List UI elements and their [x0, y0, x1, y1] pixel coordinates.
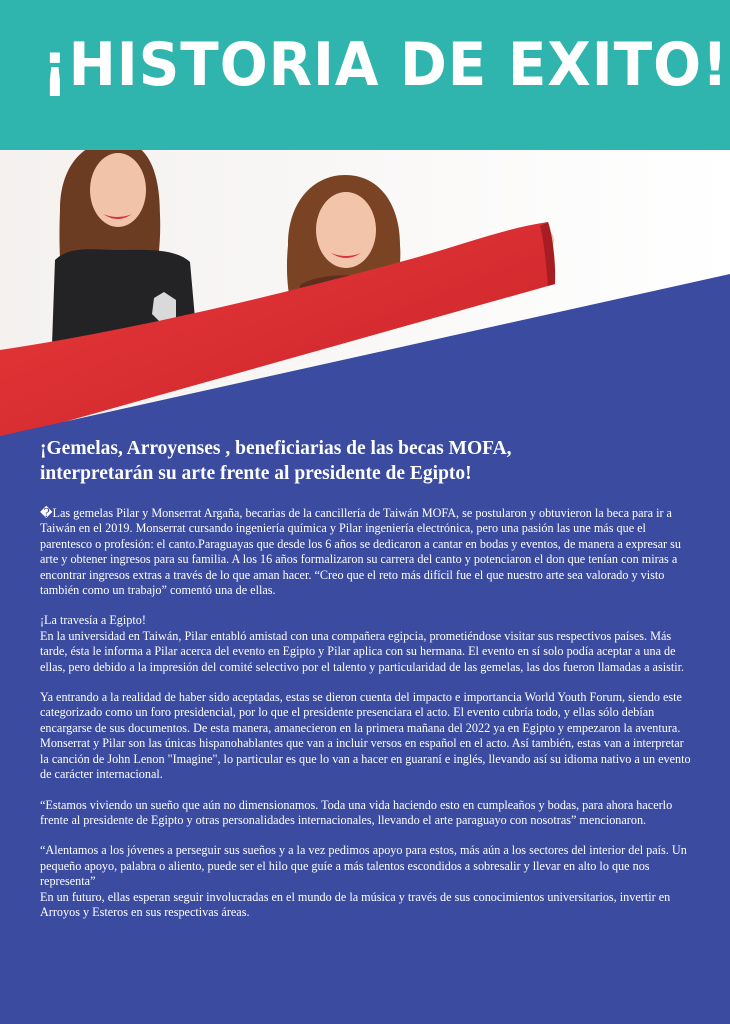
page-title: ¡HISTORIA DE EXITO! [42, 30, 729, 100]
section-title-travesia: ¡La travesía a Egipto! [40, 613, 146, 628]
paragraph-closing [40, 843, 695, 920]
paragraph-travesia [40, 613, 695, 675]
paragraph-quote-2: “Alentamos a los jóvenes a perseguir sus sueños y a la vez pedimos apoyo para estos, más aún a los sectores del interior del país. Un pequeño apoyo, palabra o aliento, puede ser el hilo que guíe a más talentos escondidos a sobresalir y llevar en alto lo que nos representa” [40, 843, 687, 889]
paragraph-quote-1: “Estamos viviendo un sueño que aún no dimensionamos. Toda una vida haciendo esto en cumpleaños y bodas, para ahora hacerlo frente al presidente de Egipto y otras personalidades internacionales, llevando el arte paraguayo con nosotras” mencionaron. [40, 797, 673, 827]
paragraph-forum: Ya entrando a la realidad de haber sido aceptadas, estas se dieron cuenta del impacto e importancia World Youth Forum, siendo este categorizado como un foro presidencial, por lo que el presidente presenciara el acto. El evento cubría todo, y ellas sólo debían encargarse de sus documentos. De esta manera, amanecieron en la primera mañana del 2022 ya en Egipto y empezaron la aventura. Monserrat y Pilar son las únicas hispanohablantes que van a incluir versos en español en el acto. Así también, estas van a interpretar la canción de John Lenon "Imagine", lo particular es que lo van a hacer en guaraní e inglés, llevando así su idioma nativo a un evento de carácter internacional. [40, 690, 691, 782]
article-headline [40, 436, 695, 486]
paragraph-intro: �Las gemelas Pilar y Monserrat Argaña, becarias de la cancillería de Taiwán MOFA, se postularon y obtuvieron la beca para ir a Taiwán en el 2019. Monserrat cursando ingeniería química y Pilar ingeniería electrónica, pero una pasión las une más que el parentesco o profesión: el canto.Paraguayas que desde los 6 años se dedicaron a cantar en bodas y eventos, de manera a expresar su arte y obtener ingresos para su familia. A los 16 años formalizaron su carrera del canto y potenciaron el don que tenían con miras a encontrar ingresos extras a través de lo que aman hacer. “Creo que el reto más difícil fue el que nuestro arte sea valorado y visto también como un trabajo” comentó una de ellas. [40, 506, 681, 598]
article [40, 436, 695, 935]
headline-line-1: ¡Gemelas, Arroyenses , beneficiarias de las becas MOFA, [40, 438, 512, 459]
headline-line-2: interpretarán su arte frente al presidente de Egipto! [40, 463, 472, 484]
paragraph-travesia-body: En la universidad en Taiwán, Pilar entabló amistad con una compañera egipcia, prometiéndose visitar sus respectivos países. Más tarde, ésta le informa a Pilar acerca del evento en Egipto y Pilar aplica con su hermana. El evento en sí solo podía aceptar a una de ellas, pero debido a la impresión del comité selectivo por el talento y particularidad de las gemelas, las dos fueron llamadas a asistir. [40, 628, 685, 674]
paragraph-future: En un futuro, ellas esperan seguir involucradas en el mundo de la música y través de sus conocimientos universitarios, invertir en Arroyos y Esteros en sus respectivas áreas. [40, 889, 671, 919]
